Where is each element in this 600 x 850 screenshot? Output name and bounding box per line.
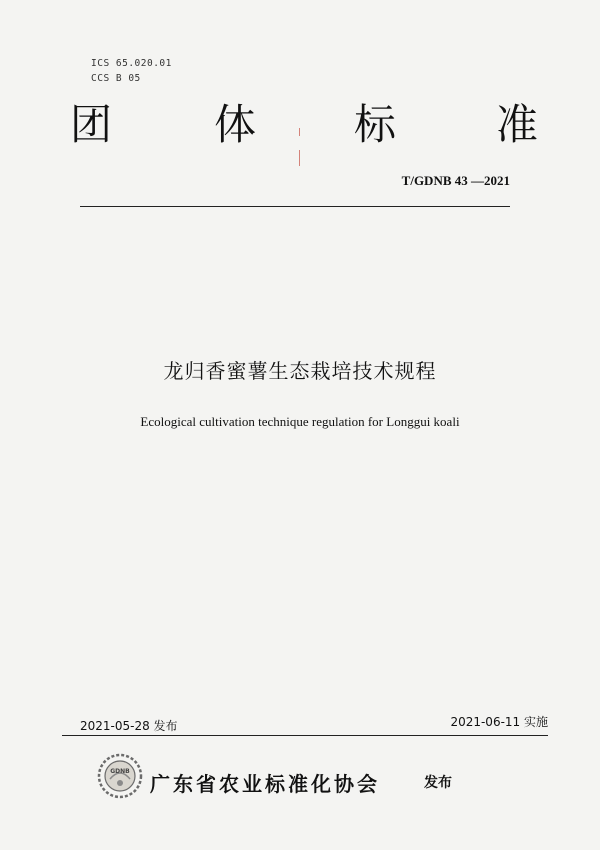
heading-char-3: 标 bbox=[354, 100, 397, 149]
issuer-suffix: 发布 bbox=[424, 775, 452, 791]
heading-char-4: 准 bbox=[496, 100, 539, 149]
ics-code: ICS 65.020.01 bbox=[91, 58, 172, 69]
heading-char-2: 体 bbox=[214, 100, 257, 149]
seal-text: GDNB bbox=[110, 768, 130, 775]
issuing-organization: 广东省农业标准化协会 bbox=[150, 772, 380, 796]
header-divider bbox=[80, 206, 510, 207]
document-title-cn: 龙归香蜜薯生态栽培技术规程 bbox=[163, 359, 437, 383]
footer-divider bbox=[62, 735, 548, 736]
scan-artifact-mark bbox=[298, 128, 301, 166]
association-seal-icon bbox=[96, 752, 144, 800]
publish-date: 2021-05-28 发布 bbox=[80, 719, 178, 733]
standard-number: T/GDNB 43 —2021 bbox=[401, 173, 510, 188]
classification-codes bbox=[91, 56, 172, 86]
implement-date: 2021-06-11 实施 bbox=[450, 715, 548, 729]
heading-char-1: 团 bbox=[70, 100, 113, 149]
document-title-en: Ecological cultivation technique regulation for Longgui koali bbox=[140, 414, 460, 429]
ccs-code: CCS B 05 bbox=[91, 73, 141, 84]
